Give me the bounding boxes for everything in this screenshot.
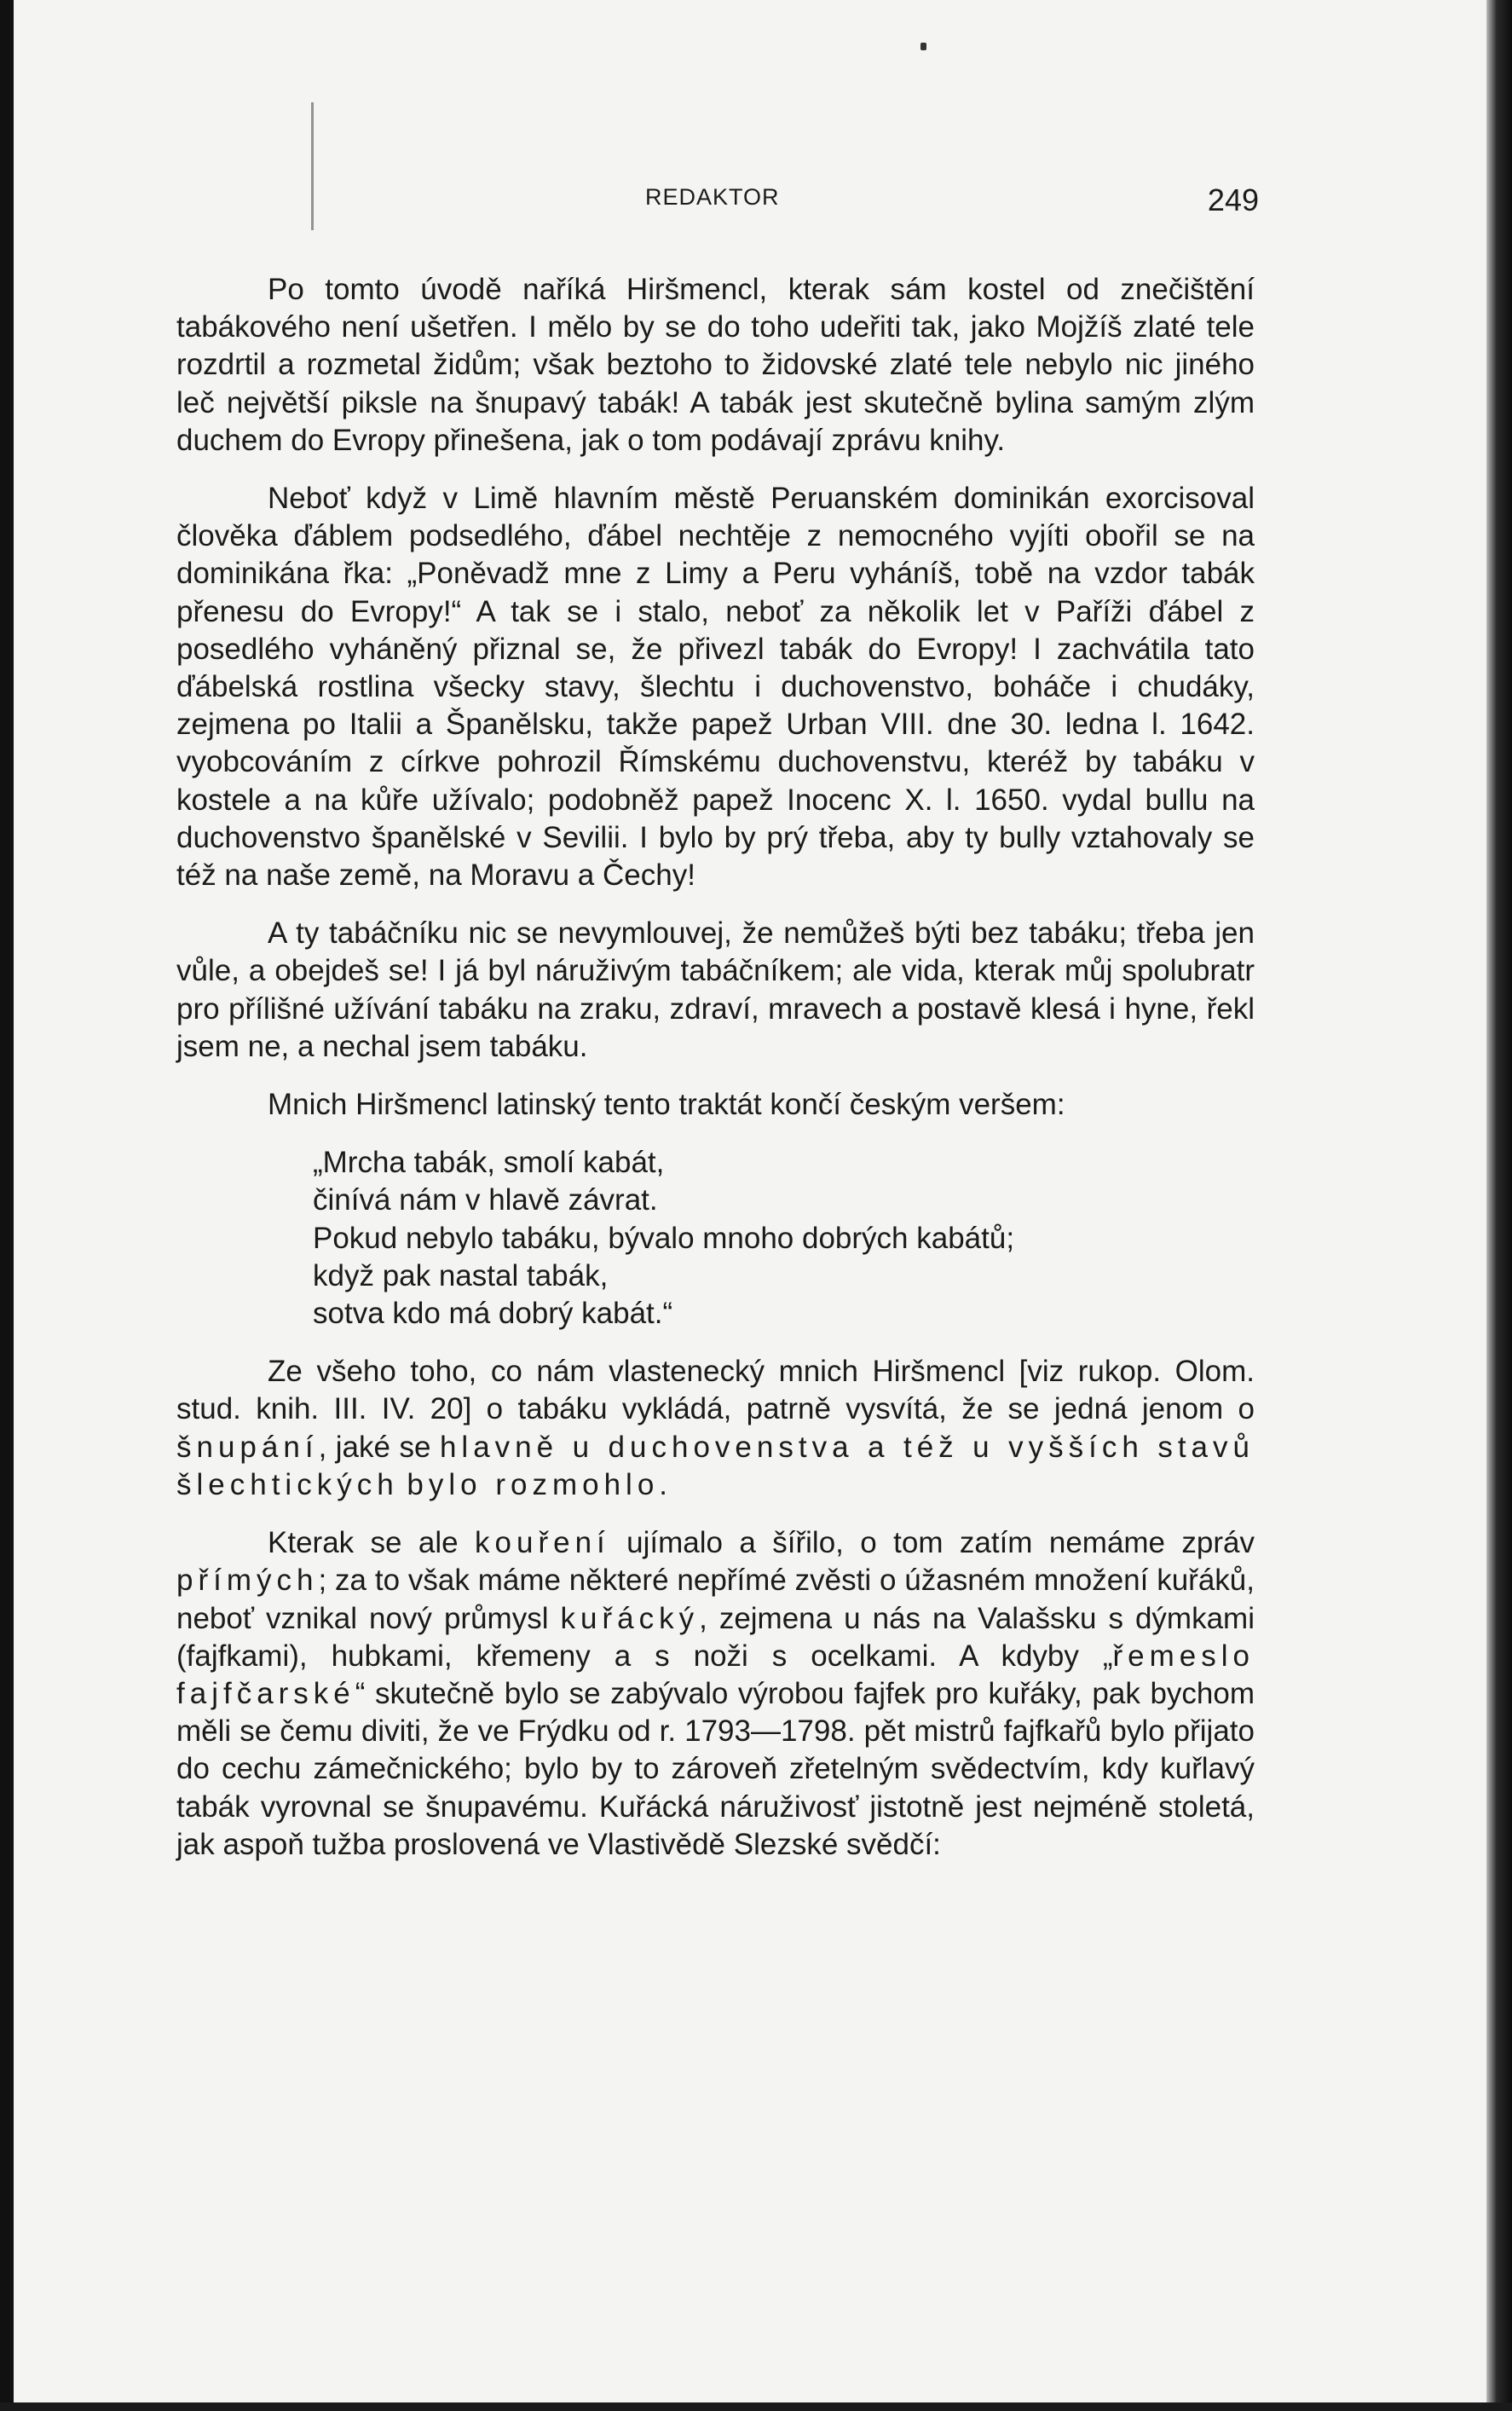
text-run: Kterak se ale bbox=[268, 1526, 476, 1560]
text-run: Ze všeho toho, co nám vlastenecký mnich Hiršmencl [viz rukop. Olom. stud. knih. III. IV. 20] o tabáku vykládá, patrně vysvítá, že se jedná jenom o bbox=[176, 1355, 1255, 1426]
text-run: , zejmena u nás na Valašsku s dýmkami (fajfkami), hubkami, křemeny a s noži s ocelkami. A kdyby „ bbox=[176, 1601, 1255, 1673]
page-header bbox=[176, 182, 1259, 220]
body-text bbox=[176, 271, 1255, 1864]
text-run: ujímalo a šířilo, o tom zatím nemáme zpráv bbox=[609, 1526, 1255, 1560]
verse-line: když pak nastal tabák, bbox=[313, 1258, 609, 1292]
verse-line: činívá nám v hlavě závrat. bbox=[313, 1183, 658, 1217]
scan-border-right bbox=[1486, 0, 1512, 2411]
paragraph-5 bbox=[176, 1353, 1255, 1504]
spaced-emphasis: kuřácký bbox=[560, 1601, 700, 1635]
text-run: , jaké se bbox=[318, 1430, 440, 1464]
scan-border-bottom bbox=[0, 2402, 1512, 2411]
running-head: REDAKTOR bbox=[645, 184, 780, 210]
text-run bbox=[399, 1468, 407, 1501]
paragraph-2: Neboť když v Limě hlavním městě Peruanském dominikán exorcisoval člověka ďáblem podsedlého, ďábel nechtěje z nemocného vyjíti obořil se na dominikána řka: „Poněvadž mne z Limy a Peru vyháníš, tobě na vzdor tabák přenesu do Evropy!“ A tak se i stalo, neboť za několik let v Paříži ďábel z posedlého vyháněný přiznal se, že přivezl tabák do Evropy! I zachvátila tato ďábelská rostlina všecky stavy, šlechtu i duchovenstvo, boháče i chudáky, zejmena po Italii a Španělsku, takže papež Urban VIII. dne 30. ledna l. 1642. vyobcováním z církve pohrozil Římskému duchovenstvu, kteréž by tabáku v kostele a na kůře užívalo; podobněž papež Inocenc X. l. 1650. vydal bullu na duchovenstvo španělské v Sevilii. I bylo by prý třeba, aby ty bully vztahovaly se též na naše země, na Moravu a Čechy! bbox=[176, 482, 1255, 893]
scan-border-left bbox=[0, 0, 14, 2411]
spaced-emphasis: řemeslo fajfčarské bbox=[176, 1639, 1255, 1710]
spaced-emphasis: hlavně u duchovenstva a též u vyšších stavů šlechtických bbox=[176, 1430, 1255, 1501]
verse-line: Pokud nebylo tabáku, bývalo mnoho dobrých kabátů; bbox=[313, 1221, 1015, 1255]
spaced-emphasis: bylo rozmohlo bbox=[407, 1467, 660, 1501]
paragraph-3: A ty tabáčníku nic se nevymlouvej, že nemůžeš býti bez tabáku; třeba jen vůle, a obejdeš se! I já byl náruživým tabáčníkem; ale vida, kterak můj spolubratr pro přílišné užívání tabáku na zraku, zdraví, mravech a postavě klesá i hyne, řekl jsem ne, a nechal jsem tabáku. bbox=[176, 916, 1255, 1063]
verse-block bbox=[313, 1144, 1255, 1333]
page-number: 249 bbox=[1207, 182, 1259, 217]
verse-line: „Mrcha tabák, smolí kabát, bbox=[313, 1146, 665, 1180]
scan-speck bbox=[920, 43, 926, 50]
text-run: “ skutečně bylo se zabývalo výrobou fajfek pro kuřáky, pak bychom měli se čemu diviti, že ve Frýdku od r. 1793—1798. pět mistrů fajfkařů bylo přijato do cechu zámečnického; bylo by to zároveň zřetelným svědectvím, kdy kuřlavý tabák vyrovnal se šnupavému. Kuřácká náruživosť jistotně jest nejméně stoletá, jak aspoň tužba proslovená ve Vlastivědě Slezské svědčí: bbox=[176, 1676, 1255, 1861]
paragraph-4: Mnich Hiršmencl latinský tento traktát končí českým veršem: bbox=[268, 1088, 1065, 1122]
spaced-emphasis: přímých bbox=[176, 1564, 319, 1598]
text-run: . bbox=[659, 1467, 668, 1501]
spaced-emphasis: kouření bbox=[475, 1526, 610, 1560]
text-run: ; za to však máme některé nepřímé zvěsti o úžasném množení kuřáků, neboť vznikal nový průmysl bbox=[176, 1564, 1255, 1635]
spaced-emphasis: šnupání bbox=[176, 1430, 319, 1464]
paragraph-6 bbox=[176, 1524, 1255, 1864]
verse-line: sotva kdo má dobrý kabát.“ bbox=[313, 1297, 673, 1331]
paragraph-1: Po tomto úvodě naříká Hiršmencl, kterak sám kostel od znečištění tabákového není ušetřen. I mělo by se do toho udeřiti tak, jako Mojžíš zlaté tele rozdrtil a rozmetal židům; však beztoho to židovské zlaté tele nebylo nic jiného leč největší piksle na šnupavý tabák! A tabák jest skutečně bylina samým zlým duchem do Evropy přinešena, jak o tom podávají zprávu knihy. bbox=[176, 273, 1255, 457]
